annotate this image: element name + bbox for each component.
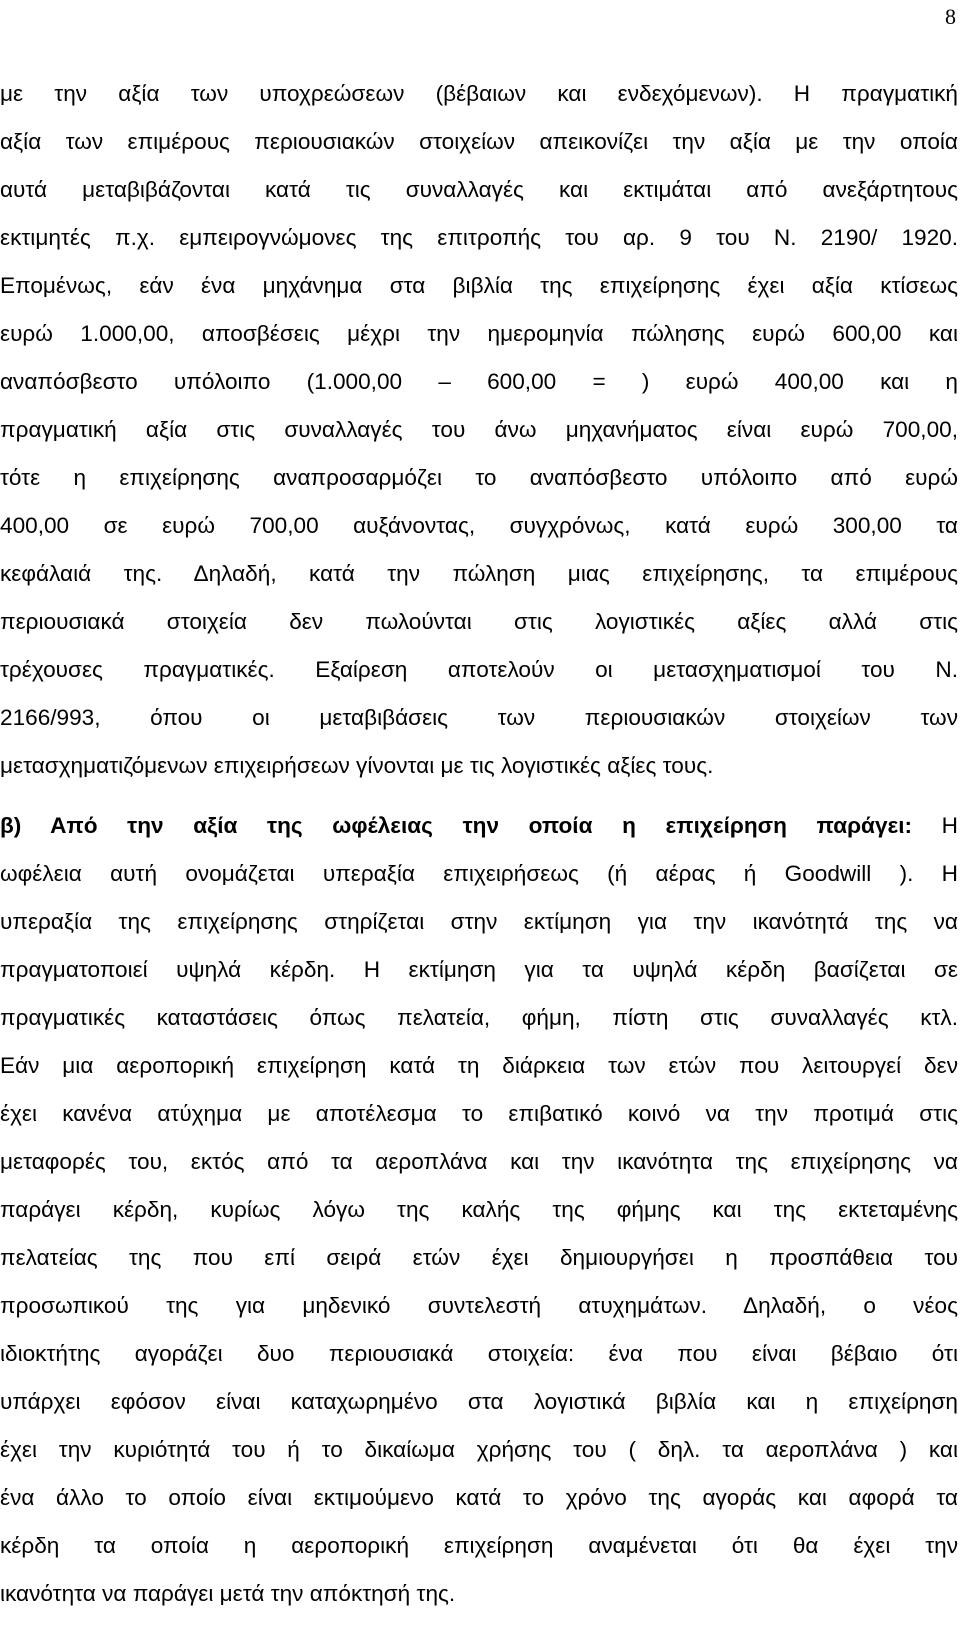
text-line: εκτιμητές π.χ. εμπειρογνώμονες της επιτροπής του αρ. 9 του Ν. 2190/ 1920. [0, 225, 958, 250]
text-line: υπεραξία της επιχείρησης στηρίζεται στην εκτίμηση για την ικανότητά της να [0, 909, 958, 934]
text-line: πραγματοποιεί υψηλά κέρδη. Η εκτίμηση για τα υψηλά κέρδη βασίζεται σε [0, 957, 958, 982]
text-line: πραγματικές καταστάσεις όπως πελατεία, φήμη, πίστη στις συναλλαγές κτλ. [0, 1005, 958, 1030]
text-line: 400,00 σε ευρώ 700,00 αυξάνοντας, συγχρόνως, κατά ευρώ 300,00 τα [0, 513, 958, 538]
text-line: 2166/993, όπου οι μεταβιβάσεις των περιουσιακών στοιχείων των [0, 705, 958, 730]
text-line: ευρώ 1.000,00, αποσβέσεις μέχρι την ημερομηνία πώλησης ευρώ 600,00 και [0, 321, 958, 346]
text-line: ένα άλλο το οποίο είναι εκτιμούμενο κατά το χρόνο της αγοράς και αφορά τα [0, 1485, 958, 1510]
text-line: έχει κανένα ατύχημα με αποτέλεσμα το επιβατικό κοινό να την προτιμά στις [0, 1101, 958, 1126]
text-line: περιουσιακά στοιχεία δεν πωλούνται στις λογιστικές αξίες αλλά στις [0, 609, 958, 634]
text-line: παράγει κέρδη, κυρίως λόγω της καλής της φήμης και της εκτεταμένης [0, 1197, 958, 1222]
paragraph-market-value [0, 70, 958, 790]
page-number: 8 [945, 4, 956, 29]
text-line: ικανότητα να παράγει μετά την απόκτησή της. [0, 1581, 456, 1606]
text-line: ιδιοκτήτης αγοράζει δυο περιουσιακά στοιχεία: ένα που είναι βέβαιο ότι [0, 1341, 958, 1366]
text-line: πραγματική αξία στις συναλλαγές του άνω μηχανήματος είναι ευρώ 700,00, [0, 417, 958, 442]
text-line: με την αξία των υποχρεώσεων (βέβαιων και ενδεχόμενων). Η πραγματική [0, 81, 958, 106]
paragraph-goodwill [0, 802, 958, 1618]
text-line: μεταφορές του, εκτός από τα αεροπλάνα και την ικανότητα της επιχείρησης να [0, 1149, 958, 1174]
text-line: μετασχηματιζόμενων επιχειρήσεων γίνονται με τις λογιστικές αξίες τους. [0, 753, 714, 778]
text-line: έχει την κυριότητά του ή το δικαίωμα χρήσης του ( δηλ. τα αεροπλάνα ) και [0, 1437, 958, 1462]
section-heading: β) Από την αξία της ωφέλειας την οποία η επιχείρηση παράγει: [0, 813, 913, 838]
text-line: Επομένως, εάν ένα μηχάνημα στα βιβλία της επιχείρησης έχει αξία κτίσεως [0, 273, 958, 298]
heading-line-rest: Η [912, 813, 958, 838]
text-line: αναπόσβεστο υπόλοιπο (1.000,00 – 600,00 = ) ευρώ 400,00 και η [0, 369, 958, 394]
text-line: υπάρχει εφόσον είναι καταχωρημένο στα λογιστικά βιβλία και η επιχείρηση [0, 1389, 958, 1414]
text-line: ωφέλεια αυτή ονομάζεται υπεραξία επιχειρήσεως (ή αέρας ή Goodwill ). Η [0, 861, 958, 886]
text-line: Εάν μια αεροπορική επιχείρηση κατά τη διάρκεια των ετών που λειτουργεί δεν [0, 1053, 958, 1078]
text-line: αυτά μεταβιβάζονται κατά τις συναλλαγές και εκτιμάται από ανεξάρτητους [0, 177, 958, 202]
text-line: τότε η επιχείρησης αναπροσαρμόζει το αναπόσβεστο υπόλοιπο από ευρώ [0, 465, 958, 490]
text-line: αξία των επιμέρους περιουσιακών στοιχείων απεικονίζει την αξία με την οποία [0, 129, 958, 154]
text-line: τρέχουσες πραγματικές. Εξαίρεση αποτελούν οι μετασχηματισμοί του Ν. [0, 657, 958, 682]
text-line: κέρδη τα οποία η αεροπορική επιχείρηση αναμένεται ότι θα έχει την [0, 1533, 958, 1558]
text-line: πελατείας της που επί σειρά ετών έχει δημιουργήσει η προσπάθεια του [0, 1245, 958, 1270]
text-line-with-heading [0, 802, 958, 850]
text-line: κεφάλαιά της. Δηλαδή, κατά την πώληση μιας επιχείρησης, τα επιμέρους [0, 561, 958, 586]
text-line: προσωπικού της για μηδενικό συντελεστή ατυχημάτων. Δηλαδή, ο νέος [0, 1293, 958, 1318]
